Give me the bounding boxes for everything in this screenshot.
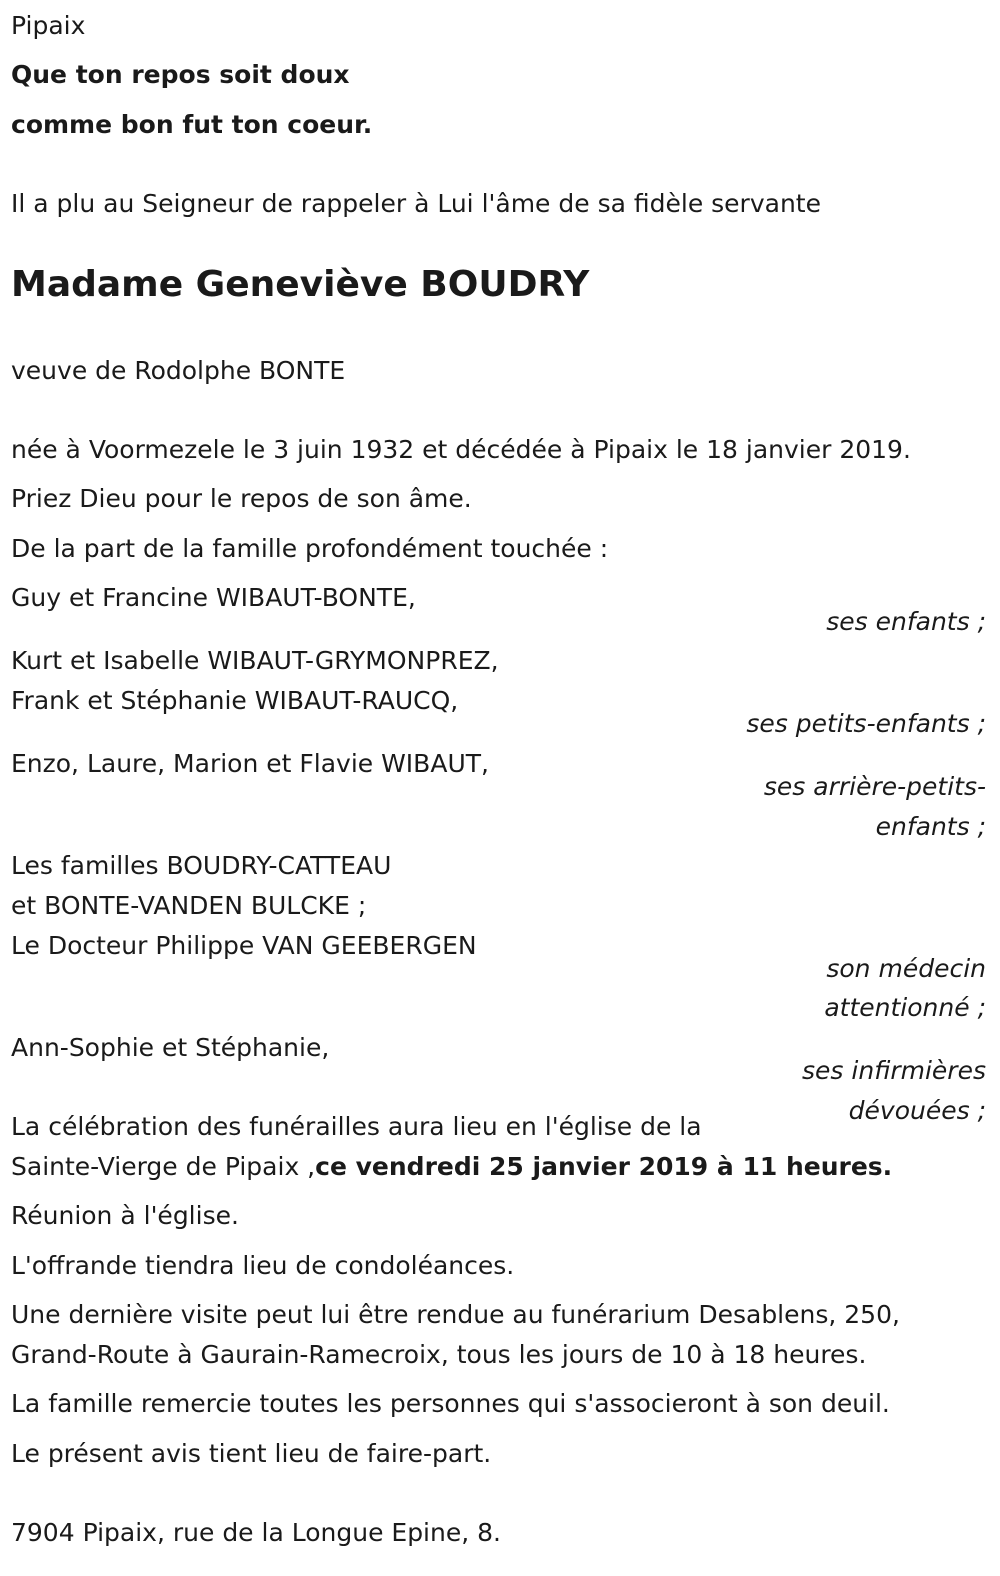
grandchildren-relation: ses petits-enfants ; bbox=[746, 709, 986, 738]
motto-line-1: Que ton repos soit doux bbox=[11, 60, 350, 89]
visit-line-2: Grand-Route à Gaurain-Ramecroix, tous les jours de 10 à 18 heures. bbox=[11, 1340, 867, 1369]
address-text: 7904 Pipaix, rue de la Longue Epine, 8. bbox=[11, 1518, 501, 1547]
grandchildren-names-2: Frank et Stéphanie WIBAUT-RAUCQ, bbox=[11, 686, 459, 715]
visit-line-1: Une dernière visite peut lui être rendue au funérarium Desablens, 250, bbox=[11, 1300, 900, 1329]
offering-text: L'offrande tiendra lieu de condoléances. bbox=[11, 1251, 515, 1280]
prayer-text: Priez Dieu pour le repos de son âme. bbox=[11, 484, 472, 513]
family-intro: De la part de la famille profondément touchée : bbox=[11, 534, 609, 563]
doctor-name: Le Docteur Philippe VAN GEEBERGEN bbox=[11, 931, 477, 960]
nurses-relation-1: ses infirmières bbox=[802, 1056, 986, 1085]
children-names: Guy et Francine WIBAUT-BONTE, bbox=[11, 583, 416, 612]
families-line-2: et BONTE-VANDEN BULCKE ; bbox=[11, 891, 367, 920]
nurses-names: Ann-Sophie et Stéphanie, bbox=[11, 1033, 330, 1062]
great-grandchildren-relation-1: ses arrière-petits- bbox=[763, 772, 986, 801]
nurses-relation-2: dévouées ; bbox=[848, 1096, 986, 1125]
funeral-line-1: La célébration des funérailles aura lieu en l'église de la bbox=[11, 1112, 702, 1141]
motto-line-2: comme bon fut ton coeur. bbox=[11, 110, 373, 139]
great-grandchildren-relation-2: enfants ; bbox=[875, 812, 986, 841]
location: Pipaix bbox=[11, 11, 86, 40]
spouse-text: veuve de Rodolphe BONTE bbox=[11, 356, 346, 385]
doctor-relation-2: attentionné ; bbox=[824, 993, 986, 1022]
funeral-location: Sainte-Vierge de Pipaix , bbox=[11, 1152, 316, 1181]
families-line-1: Les familles BOUDRY-CATTEAU bbox=[11, 851, 392, 880]
meeting-text: Réunion à l'église. bbox=[11, 1201, 239, 1230]
notice-text: Le présent avis tient lieu de faire-part. bbox=[11, 1439, 492, 1468]
children-relation: ses enfants ; bbox=[826, 607, 986, 636]
intro-text: Il a plu au Seigneur de rappeler à Lui l'âme de sa fidèle servante bbox=[11, 189, 821, 218]
thanks-text: La famille remercie toutes les personnes qui s'associeront à son deuil. bbox=[11, 1389, 890, 1418]
funeral-line-2 bbox=[11, 1147, 892, 1187]
grandchildren-names-1: Kurt et Isabelle WIBAUT-GRYMONPREZ, bbox=[11, 646, 499, 675]
deceased-name: Madame Geneviève BOUDRY bbox=[11, 264, 590, 305]
doctor-relation-1: son médecin bbox=[826, 954, 986, 983]
great-grandchildren-names: Enzo, Laure, Marion et Flavie WIBAUT, bbox=[11, 749, 489, 778]
funeral-datetime: ce vendredi 25 janvier 2019 à 11 heures. bbox=[315, 1152, 893, 1181]
dates-text: née à Voormezele le 3 juin 1932 et décédée à Pipaix le 18 janvier 2019. bbox=[11, 435, 911, 464]
